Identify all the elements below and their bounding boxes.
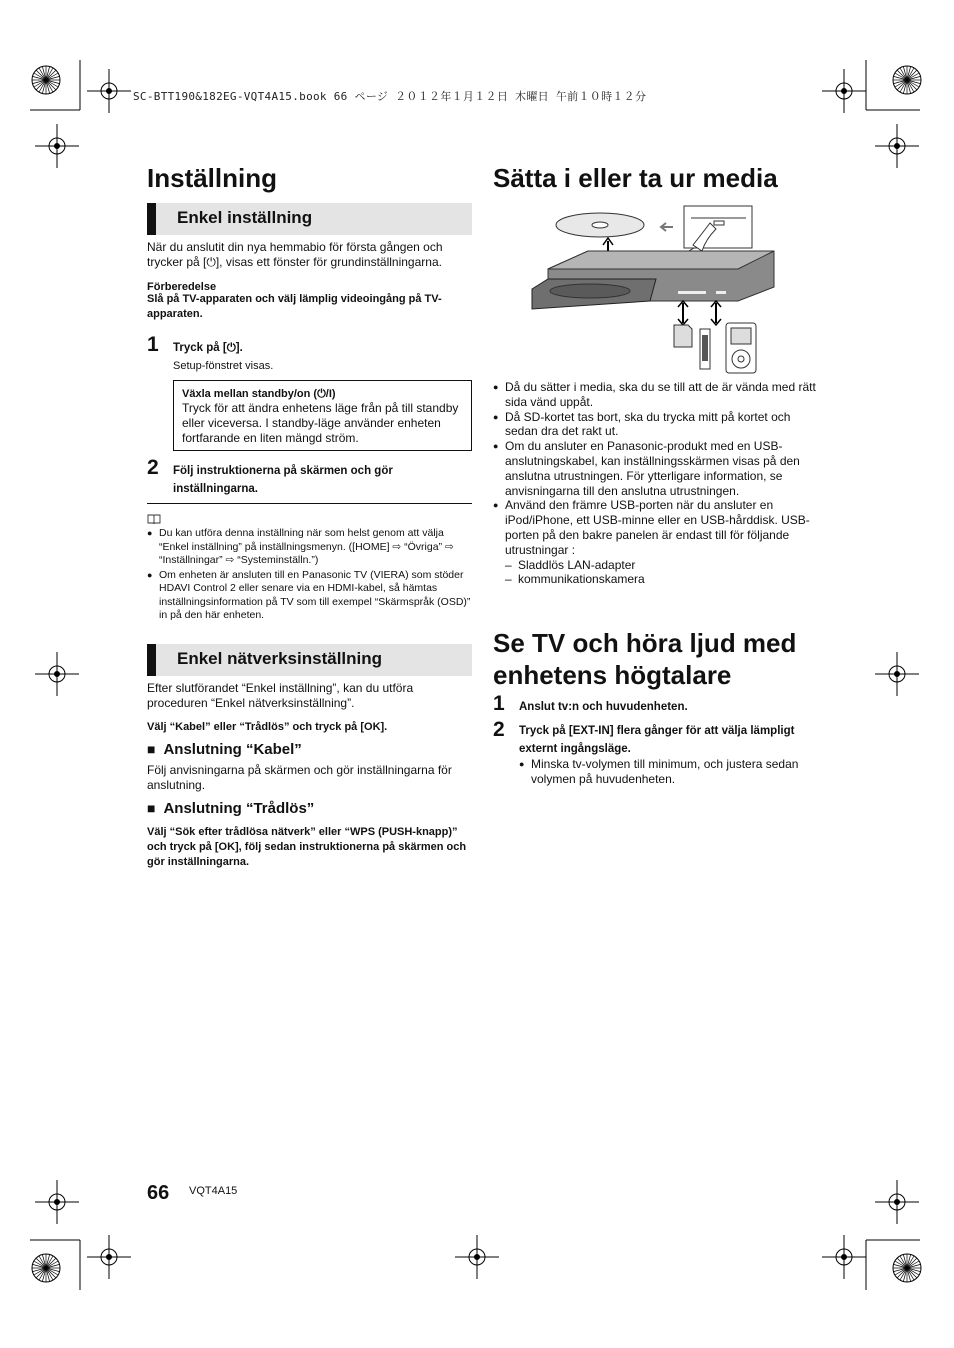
page-title-installning: Inställning (147, 163, 277, 193)
note-item: ● Om enheten är ansluten till en Panasonic TV (VIERA) som stöder HDAVI Control 2 eller senare via en HDMI-kabel, så hämtas inställningsinformation på TV som till exempel “Skärmspråk (OSD)” in på den här enheten. (147, 569, 472, 623)
bullet-item: ● Använd den främre USB-porten när du ansluter en iPod/iPhone, ett USB-minne eller en USB-hårddisk. USB-porten på den bakre panelen är endast till för följande utrustningar : (493, 498, 818, 557)
step-2-bullet-right: ● Minska tv-volymen till minimum, och justera sedan volymen på huvudenheten. (519, 757, 811, 787)
step-1-text-right: Anslut tv:n och huvudenheten. (519, 701, 688, 713)
dash-item: – kommunikationskamera (493, 572, 818, 587)
step-1-text: Tryck på [⏻]. (173, 342, 243, 354)
title-se-tv: Se TV och höra ljud med enhetens högtalare (493, 628, 797, 690)
step-1-number-right: 1 (493, 692, 505, 715)
divider (147, 503, 472, 504)
intro-text: När du anslutit din nya hemmabio för första gången och trycker på [⏻], visas ett fönster för grundinställningarna. (147, 240, 443, 269)
bullet-item: ● Då SD-kortet tas bort, ska du trycka mitt på kortet och sedan dra det rakt ut. (493, 410, 818, 440)
step-2-text-right: Tryck på [EXT-IN] flera gånger för att välja lämpligt externt ingångsläge. (519, 725, 795, 755)
section-heading-natverk: Enkel nätverksinställning (147, 644, 472, 676)
step-2-number-right: 2 (493, 718, 505, 741)
section-heading-enkel-installning: Enkel inställning (147, 203, 472, 235)
prep-label: Förberedelse (147, 281, 217, 293)
prep-text: Slå på TV-apparaten och välj lämplig videoingång på TV-apparaten. (147, 293, 442, 320)
title-satta-media: Sätta i eller ta ur media (493, 163, 778, 193)
step-1-sub: Setup-fönstret visas. (173, 360, 274, 372)
media-insert-illustration (528, 205, 778, 375)
doc-code: VQT4A15 (189, 1185, 238, 1197)
sec2-instruction: Välj “Kabel” eller “Trådlös” och tryck på [OK]. (147, 721, 388, 733)
print-header: SC-BTT190&182EG-VQT4A15.book 66 ページ ２０１２年１月１２日 木曜日 午前１０時１２分 (133, 90, 647, 103)
sub-tradlos-title: ■ Anslutning “Trådlös” (147, 800, 315, 817)
note-item: ● Du kan utföra denna inställning när som helst genom att välja “Enkel inställning” på inställningsmenyn. ([HOME] ⇨ “Övriga” ⇨ “Inställningar” ⇨ “Systeminställn.”) (147, 527, 472, 568)
box-title: Växla mellan standby/on (⏻/I) (182, 388, 336, 400)
page-number: 66 (147, 1182, 170, 1204)
step-2-number: 2 (147, 456, 159, 479)
box-text: Tryck för att ändra enhetens läge från på till standby eller viceversa. I standby-läge använder enheten fortfarande en liten mängd ström. (182, 401, 459, 445)
dash-item: – Sladdlös LAN-adapter (493, 558, 818, 573)
sub-tradlos-text: Välj “Sök efter trådlösa nätverk” eller “WPS (PUSH-knapp)” och tryck på [OK], följ sedan instruktionerna på skärmen och gör inställningarna. (147, 826, 467, 868)
book-icon (147, 514, 161, 525)
standby-info-box (173, 380, 472, 451)
sec2-intro: Efter slutförandet “Enkel inställning”, kan du utföra proceduren “Enkel nätverksinställning”. (147, 681, 414, 710)
sub-kabel-title: ■ Anslutning “Kabel” (147, 741, 302, 758)
media-bullets (493, 380, 818, 587)
sub-kabel-text: Följ anvisningarna på skärmen och gör inställningarna för anslutning. (147, 763, 452, 792)
bullet-item: ● Om du ansluter en Panasonic-produkt med en USB-anslutningskabel, kan inställningsskärmen visas på den anslutna utrustningen. För ytterligare information, se anvisningarna till den anslutna utrustningen. (493, 439, 818, 498)
step-1-number: 1 (147, 333, 159, 356)
step-2-text: Följ instruktionerna på skärmen och gör inställningarna. (173, 465, 393, 495)
bullet-item: ● Då du sätter i media, ska du se till att de är vända med rätt sida vänd uppåt. (493, 380, 818, 410)
notes-list (147, 527, 472, 623)
